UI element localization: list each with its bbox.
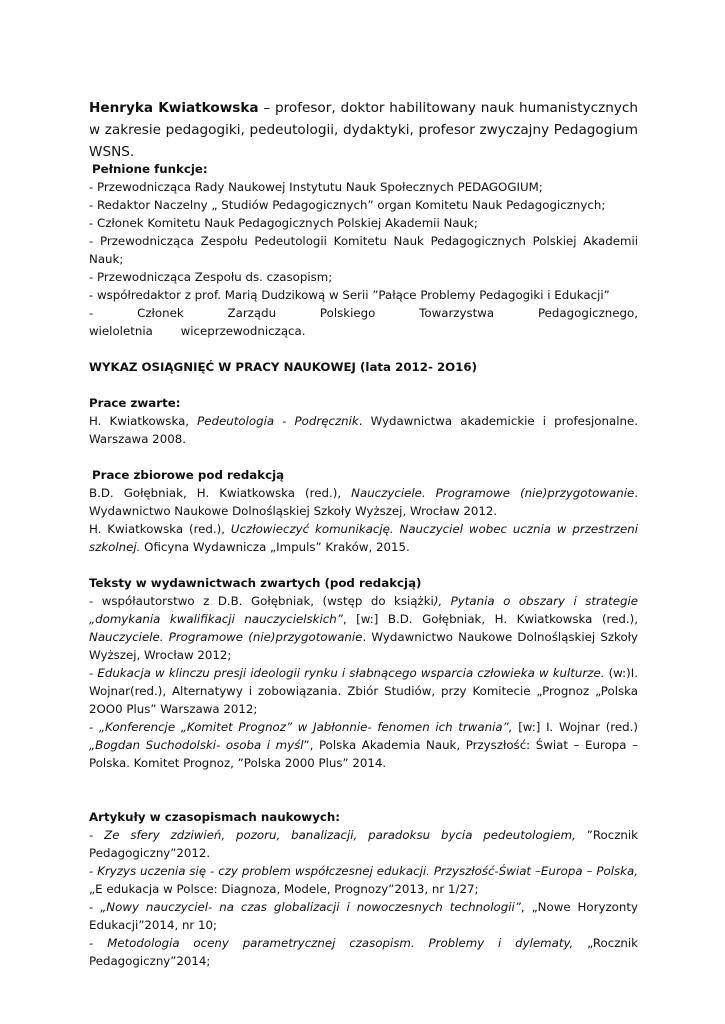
chapter-entry: - „Konferencje „Komitet Prognoz” w Jabłonnie- fenomen ich trwania”, [w:] I. Wojnar (red.) „Bogdan Suchodolski- osoba i myśl”, Polska Akademia Nauk, Przyszłość: Świat – Europa – Polska. Komitet Prognoz, ”Polska 2000 Plus” 2014.	[89, 720, 638, 770]
edited-entry: H. Kwiatkowska (red.), Uczłowieczyć komunikację. Nauczyciel wobec ucznia w przestrzeni szkolnej. Oficyna Wydawnicza „Impuls” Kraków, 2015.	[89, 522, 638, 554]
chapter-entry: - Edukacja w klinczu presji ideologii rynku i słabnącego wsparcia człowieka w kulturze. (w:)I. Wojnar(red.), Alternatywy i zobowiązania. Zbiór Studiów, przy Komitecie „Prognoz „Polska 2OO0 Plus” Warszawa 2012;	[89, 666, 638, 716]
articles-heading: Artykuły w czasopismach naukowych:	[89, 810, 340, 824]
author-name: Henryka Kwiatkowska	[89, 99, 259, 116]
author-description: – profesor, doktor habilitowany nauk humanistycznych w zakresie pedagogiki, pedeutologii, dydaktyki, profesor zwyczajny Pedagogium WSNS.	[89, 99, 638, 160]
monograph-entry: H. Kwiatkowska, Pedeutologia - Podręcznik. Wydawnictwa akademickie i profesjonalne. Warszawa 2008.	[89, 414, 638, 446]
edited-heading: Prace zbiorowe pod redakcją	[92, 468, 285, 482]
article-entry: - „Nowy nauczyciel- na czas globalizacji i nowoczesnych technologii”, „Nowe Horyzonty Edukacji”2014, nr 10;	[89, 900, 638, 932]
monographs-heading: Prace zwarte:	[89, 396, 181, 410]
chapter-entry: - współautorstwo z D.B. Gołębniak, (wstęp do książki), Pytania o obszary i strategie „domykania kwalifikacji nauczycielskich”, [w:] B.D. Gołębniak, H. Kwiatkowska (red.), Nauczyciele. Programowe (nie)przygotowanie. Wydawnictwo Naukowe Dolnośląskiej Szkoły Wyższej, Wrocław 2012;	[89, 594, 638, 662]
function-item: - Redaktor Naczelny „ Studiów Pedagogicznych” organ Komitetu Nauk Pedagogicznych;	[89, 198, 606, 212]
chapters-heading: Teksty w wydawnictwach zwartych (pod redakcją)	[89, 576, 422, 590]
function-item: - Członek Zarządu Polskiego Towarzystwa Pedagogicznego, wieloletnia wiceprzewodnicząca.	[89, 306, 638, 338]
article-entry: - Kryzys uczenia się - czy problem współczesnej edukacji. Przyszłość-Świat –Europa – Polska, „E edukacja w Polsce: Diagnoza, Modele, Prognozy”2013, nr 1/27;	[89, 864, 638, 896]
function-item: - Przewodnicząca Zespołu Pedeutologii Komitetu Nauk Pedagogicznych Polskiej Akademii Nauk;	[89, 234, 638, 266]
functions-heading: Pełnione funkcje:	[92, 162, 208, 176]
function-item: - Przewodnicząca Zespołu ds. czasopism;	[89, 270, 333, 284]
achievements-heading: WYKAZ OSIĄGNIĘĆ W PRACY NAUKOWEJ (lata 2012- 2O16)	[89, 360, 477, 374]
document-body	[89, 160, 638, 970]
article-entry: - Ze sfery zdziwień, pozoru, banalizacji, paradoksu bycia pedeutologiem, ”Rocznik Pedagogiczny”2012.	[89, 828, 639, 860]
author-intro	[89, 97, 638, 163]
function-item: - Członek Komitetu Nauk Pedagogicznych Polskiej Akademii Nauk;	[89, 216, 478, 230]
function-item: - współredaktor z prof. Marią Dudzikową w Serii ”Pałące Problemy Pedagogiki i Edukacji”	[89, 288, 610, 302]
article-entry: - Metodologia oceny parametrycznej czasopism. Problemy i dylematy, „Rocznik Pedagogiczny”2014;	[89, 936, 638, 968]
edited-entry: B.D. Gołębniak, H. Kwiatkowska (red.), Nauczyciele. Programowe (nie)przygotowanie. Wydawnictwo Naukowe Dolnośląskiej Szkoły Wyższej, Wrocław 2012.	[89, 486, 638, 518]
function-item: - Przewodnicząca Rady Naukowej Instytutu Nauk Społecznych PEDAGOGIUM;	[89, 180, 543, 194]
